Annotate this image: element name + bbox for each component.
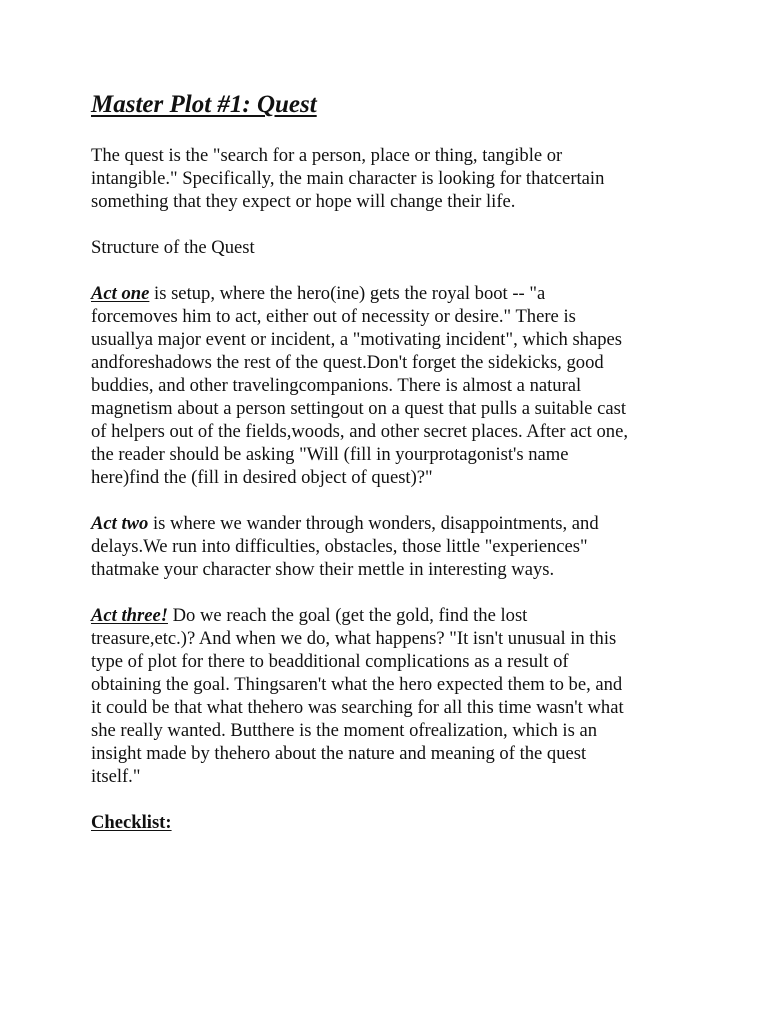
act-one-line: here)find the (fill in desired object of quest)?" — [91, 467, 433, 488]
act-one-line: of helpers out of the fields,woods, and other secret places. After act one, — [91, 421, 628, 442]
act-three-first-line-text: Do we reach the goal (get the gold, find the lost — [167, 605, 528, 626]
structure-heading: Structure of the Quest — [91, 237, 255, 258]
act-one-line: the reader should be asking "Will (fill in yourprotagonist's name — [91, 444, 569, 465]
act-three-line: she really wanted. Butthere is the moment ofrealization, which is an — [91, 720, 598, 741]
document-page — [91, 90, 691, 834]
act-one-line: usuallya major event or incident, a "motivating incident", which shapes — [91, 329, 623, 350]
act-two-first-line — [91, 512, 691, 535]
intro-paragraph — [91, 144, 691, 213]
act-one-line: andforeshadows the rest of the quest.Don't forget the sidekicks, good — [91, 352, 604, 373]
act-three-lead: Act three! — [91, 605, 168, 626]
act-two-line: thatmake your character show their mettle in interesting ways. — [91, 559, 555, 580]
act-three-line: it could be that what thehero was searching for all this time wasn't what — [91, 697, 624, 718]
document-title: Master Plot #1: Quest — [91, 91, 317, 118]
act-three-line: obtaining the goal. Thingsaren't what the hero expected them to be, and — [91, 674, 623, 695]
checklist-heading: Checklist: — [91, 812, 172, 833]
act-one-line: magnetism about a person settingout on a quest that pulls a suitable cast — [91, 398, 626, 419]
act-three-line: itself." — [91, 766, 141, 787]
act-one-line: forcemoves him to act, either out of necessity or desire." There is — [91, 306, 576, 327]
act-one-first-line — [91, 282, 691, 305]
act-two-lead: Act two — [91, 513, 149, 534]
act-two-paragraph — [91, 512, 691, 581]
act-three-first-line — [91, 604, 691, 627]
act-three-line: treasure,etc.)? And when we do, what happens? "It isn't unusual in this — [91, 628, 617, 649]
act-one-paragraph — [91, 282, 691, 489]
act-three-paragraph — [91, 604, 691, 788]
act-two-line: delays.We run into difficulties, obstacles, those little "experiences" — [91, 536, 588, 557]
act-three-line: type of plot for there to beadditional complications as a result of — [91, 651, 569, 672]
act-one-line: buddies, and other travelingcompanions. There is almost a natural — [91, 375, 582, 396]
intro-line: intangible." Specifically, the main character is looking for thatcertain — [91, 168, 605, 189]
intro-line: something that they expect or hope will change their life. — [91, 191, 516, 212]
act-three-line: insight made by thehero about the nature and meaning of the quest — [91, 743, 587, 764]
intro-line: The quest is the "search for a person, place or thing, tangible or — [91, 145, 563, 166]
act-two-first-line-text: is where we wander through wonders, disappointments, and — [148, 513, 599, 534]
act-one-first-line-text: is setup, where the hero(ine) gets the royal boot -- "a — [149, 283, 546, 304]
act-one-lead: Act one — [91, 283, 150, 304]
